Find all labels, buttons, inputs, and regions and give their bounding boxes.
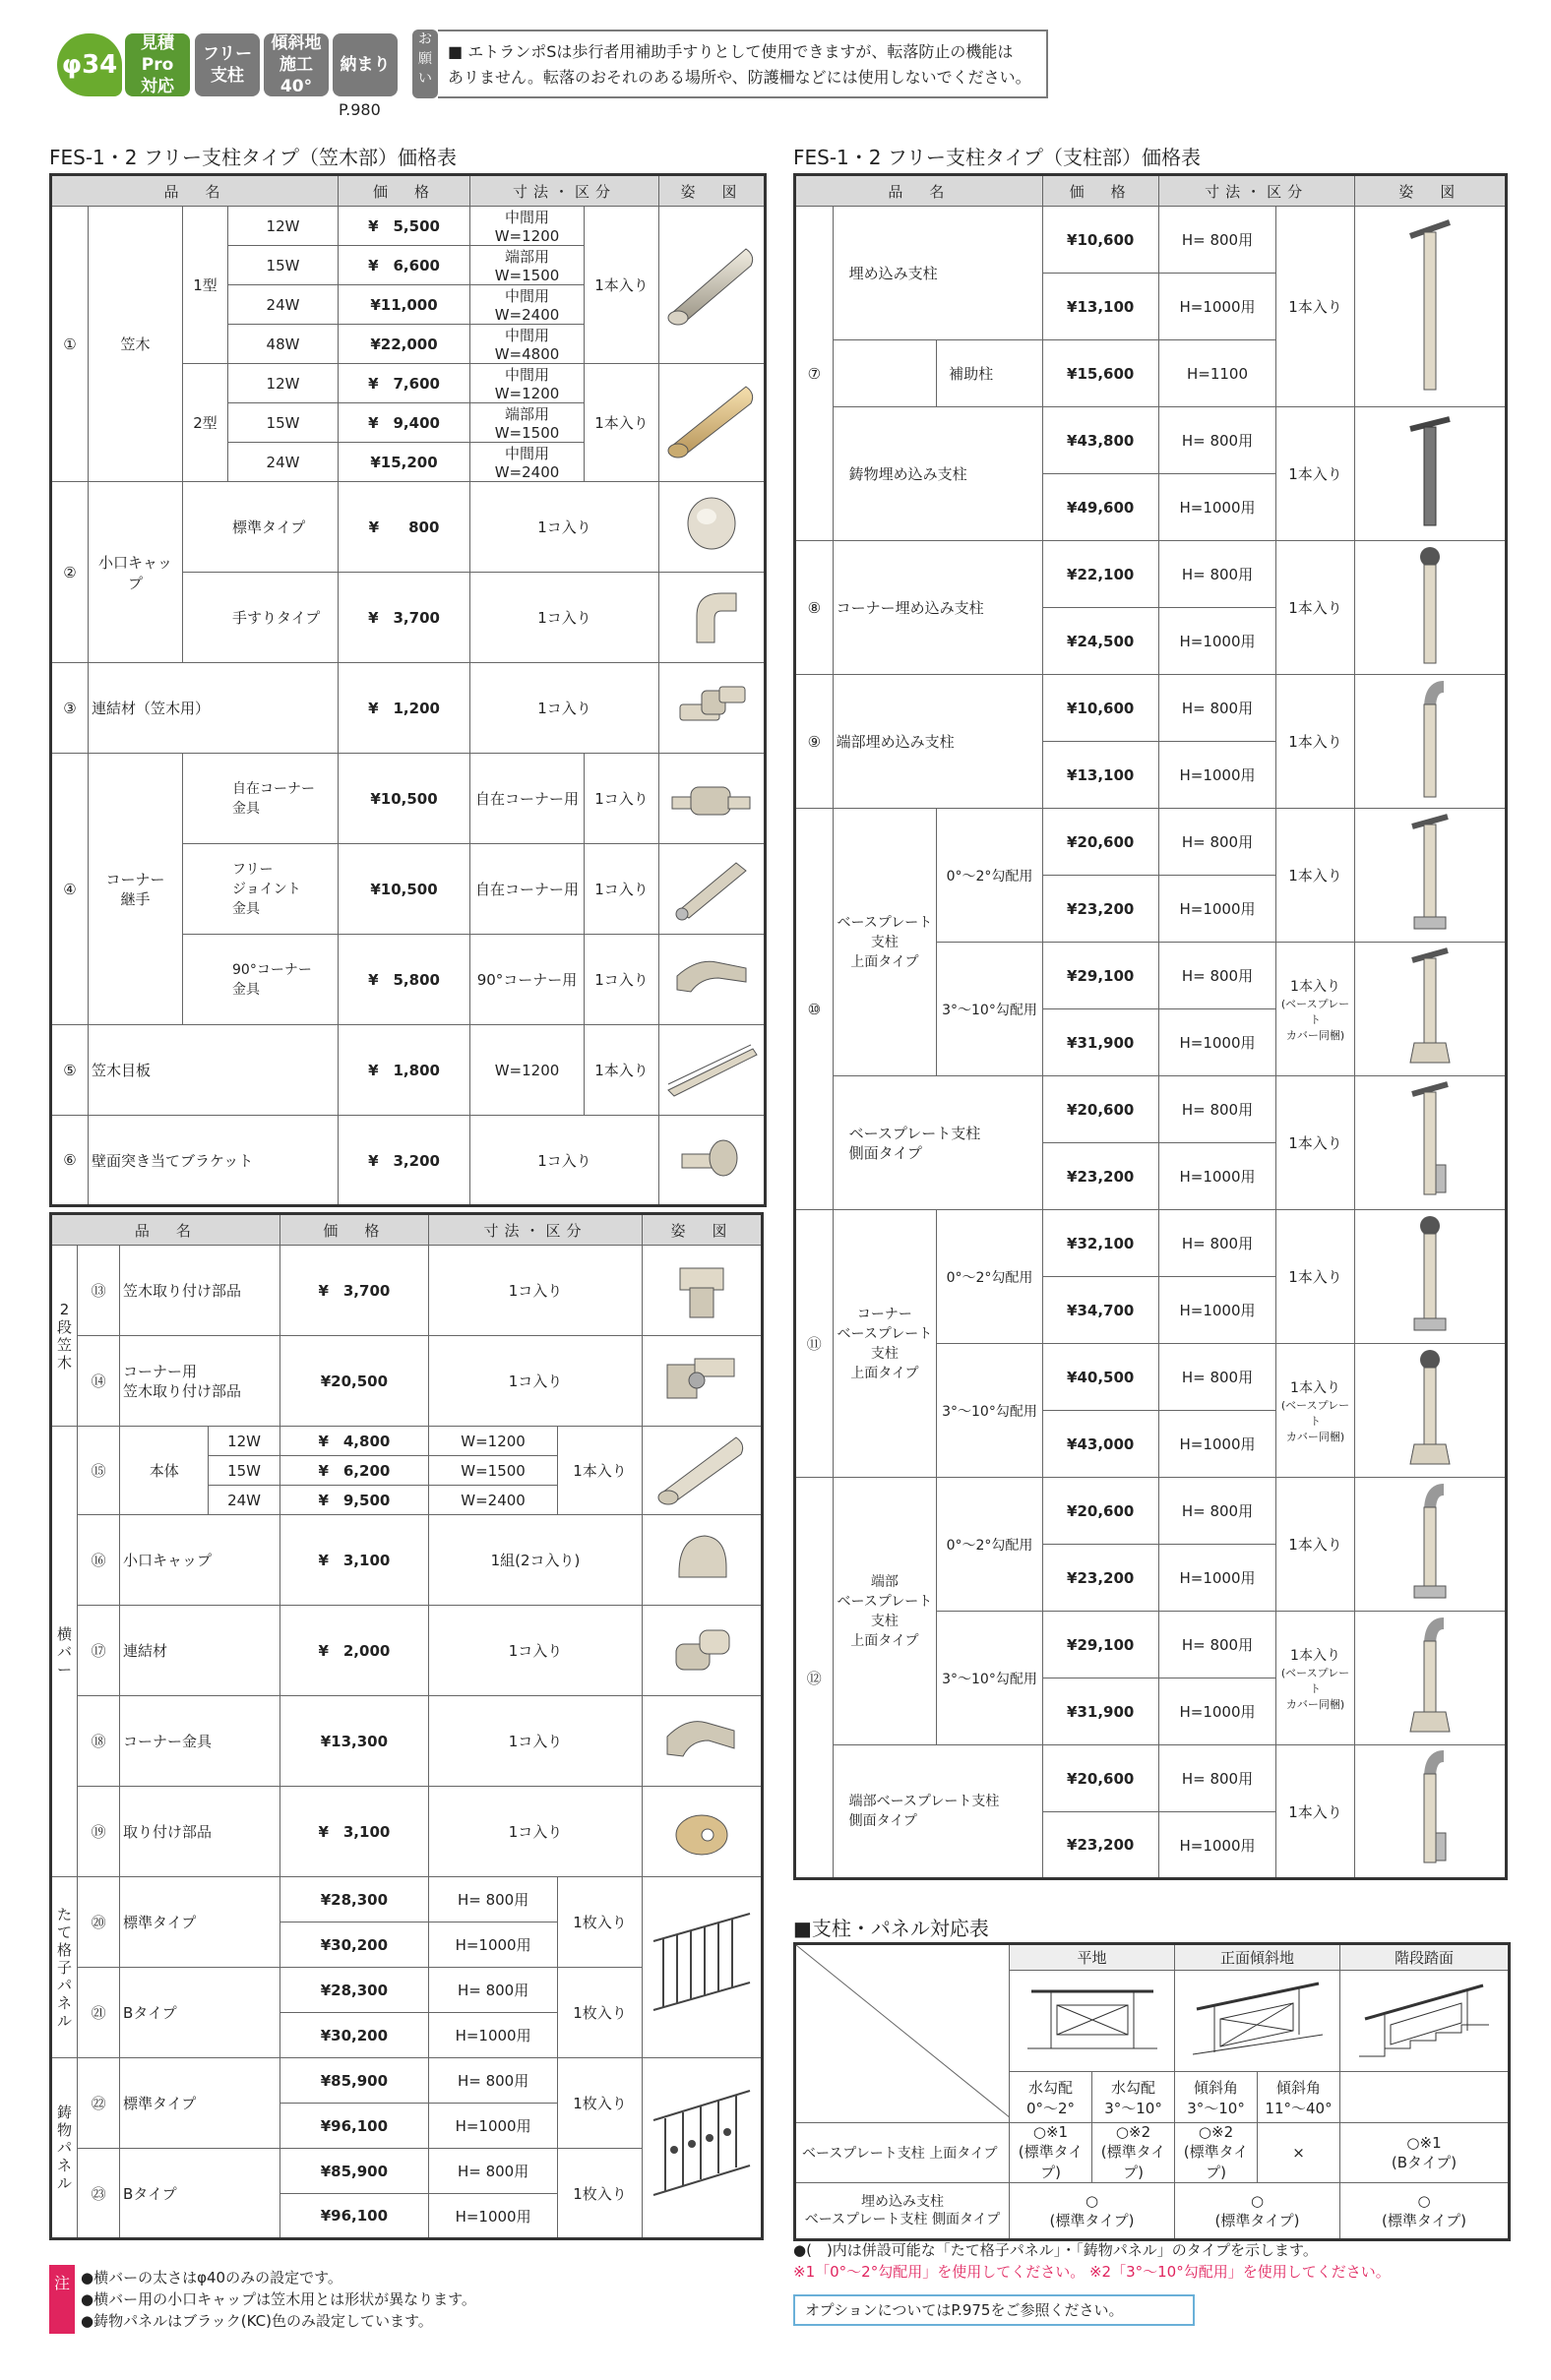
header-figure: 姿 図 (659, 175, 766, 207)
notice-box (438, 30, 1048, 98)
dim-cell: 中間用 W=1200 (470, 207, 585, 246)
bar-connector-icon (642, 1606, 762, 1696)
option-box (793, 2294, 1195, 2326)
handrail-cap-icon (659, 573, 766, 663)
kasagi-type2-figure (659, 364, 766, 482)
compat-cell: ○※1 (標準タイプ) (1010, 2123, 1092, 2183)
left-price-table: 品 名 価 格 寸法・区分 姿 図 ① 笠木 1型 12W ¥ 5,500 中間用 W=1200 1本入り 15W ¥ 6,600 端部用 W=1500 24W ¥11,000 中間用 W=2400 48W ¥22,000 中間用 W=4800 2型 12W ¥ 7,600 中間用 W=1200 1本入り 15W ¥ 9,400 端部用 W=1500 24W ¥15,200 中間用 W=2400 ② 小口キャップ 標準タイプ ¥ 800 1コ入り 手すりタイプ ¥ 3,700 1コ入り ③ 連結材（笠木用） ¥ 1,200 1コ入り ④ コーナー 継手 自在コーナー 金具 ¥10,500 自在コーナー用 1コ入り フリー ジョイント 金具 ¥10,500 自在コーナー用 1コ入り 90°コーナー 金具 ¥ 5,800 90°コーナー用 1コ入り ⑤ 笠木目板 ¥ 1,800 W=1200 1本入り ⑥ 壁面突き当てブラケット ¥ 3,200 1コ入り (49, 173, 767, 1207)
compat-col-flat: 平地 (1010, 1944, 1175, 1971)
compat-title: ■支柱・パネル対応表 (793, 1917, 989, 1940)
compat-diagonal-cell (795, 1944, 1010, 2123)
compat-col-slope: 正面傾斜地 (1175, 1944, 1340, 1971)
end-embedded-post-figure (1354, 675, 1506, 809)
cast-panel-figure (642, 2058, 762, 2239)
compat-cell: ○※2 (標準タイプ) (1092, 2123, 1175, 2183)
item-name: 笠木 (89, 207, 183, 482)
compat-row-label: 埋め込み支柱 ベースプレート支柱 側面タイプ (795, 2183, 1010, 2240)
badge-mitsumori: 見積Pro 対応 (125, 33, 190, 96)
note-line: ●鋳物パネルはブラック(KC)色のみ設定しています。 (81, 2312, 433, 2330)
side-baseplate-post-figure (1354, 1076, 1506, 1210)
bar-body-icon (642, 1427, 762, 1515)
compat-sub: 水勾配 0°～2° (1010, 2072, 1092, 2123)
right-price-table: 品 名 価 格 寸法・区分 姿 図 ⑦ 埋め込み支柱 ¥10,600 H= 800用 1本入り ¥13,100 H=1000用 補助柱 ¥15,600 H=1100 鋳物埋め込み支柱 ¥43,800 H= 800用 1本入り ¥49,600 H=1000用 ⑧ コーナー埋め込み支柱 ¥22,100 H= 800用 1本入り ¥24,500 H=1000用 ⑨ 端部埋め込み支柱 ¥10,600 H= 800用 1本入り ¥13,100 H=1000用 ⑩ ベースプレート 支柱 上面タイプ 0°～2°勾配用 ¥20,600 H= 800用 1本入り ¥23,200 H=1000用 3°～10°勾配用 ¥29,100 H= 800用 1本入り (ベースプレート カバー同梱) ¥31,900 H=1000用 ベースプレート支柱 側面タイプ ¥20,600 H= 800用 1本入り ¥23,200 H=1000用 ⑪ コーナー ベースプレート 支柱 上面タイプ 0°～2°勾配用 ¥32,100 H= 800用 1本入り ¥34,700 H=1000用 3°～10°勾配用 ¥40,500 H= 800用 1本入り (ベースプレート カバー同梱) ¥43,000 H=1000用 ⑫ 端部 ベースプレート 支柱 上面タイプ 0°～2°勾配用 ¥20,600 H= 800用 1本入り ¥23,200 H=1000用 3°～10°勾配用 ¥29,100 H= 800用 1本入り (ベースプレート カバー同梱) ¥31,900 H=1000用 端部ベースプレート支柱 側面タイプ ¥20,600 H= 800用 1本入り ¥23,200 H=1000用 (793, 173, 1508, 1880)
diameter-badge (57, 33, 122, 96)
kasagi-mount-icon (642, 1246, 762, 1336)
cast-post-figure (1354, 407, 1506, 541)
compat-cell: ○※1 (Bタイプ) (1340, 2123, 1510, 2183)
header-name: 品 名 (51, 175, 339, 207)
end-baseplate-cover-figure (1354, 1612, 1506, 1745)
right-notes (793, 2239, 1391, 2283)
note-label: 注 (49, 2265, 75, 2334)
stairs-diagram (1340, 1970, 1510, 2071)
notice-label: お 願 い (412, 30, 438, 98)
row-no: ① (51, 207, 89, 482)
compat-sub: 水勾配 3°～10° (1092, 2072, 1175, 2123)
notice-line-2: あリません。転落のおそれのある場所や、防護柵などには使用しないでください。 (448, 68, 1031, 87)
note-line: ●( )内は併設可能な「たて格子パネル」・「鋳物パネル」のタイプを示します。 (793, 2241, 1318, 2259)
baseplate-cover-post-figure (1354, 943, 1506, 1076)
bar-mount-icon (642, 1787, 762, 1877)
slope-ground-diagram (1175, 1970, 1340, 2071)
page-ref: P.980 (339, 100, 381, 119)
connector-icon (659, 663, 766, 754)
baseplate-post-figure (1354, 809, 1506, 943)
end-side-baseplate-figure (1354, 1745, 1506, 1879)
compat-table (793, 1942, 1511, 2241)
end-baseplate-post-figure (1354, 1478, 1506, 1612)
end-cap-icon (659, 482, 766, 573)
badge-osamari: 納まり (333, 33, 398, 96)
left-table-title: FES-1・2 フリー支柱タイプ（笠木部）価格表 (49, 146, 458, 169)
right-table-title: FES-1・2 フリー支柱タイプ（支柱部）価格表 (793, 146, 1202, 169)
corner-kasagi-mount-icon (642, 1336, 762, 1427)
header-price: 価 格 (339, 175, 470, 207)
diameter-text: φ34 (61, 50, 118, 80)
badge-slope: 傾斜地 施工40° (264, 33, 329, 96)
left-price-table-2: 品 名 価 格 寸法・区分 姿 図 2 段 笠 木 ⑬ 笠木取り付け部品 ¥ 3,700 1コ入り ⑭ コーナー用 笠木取り付け部品 ¥20,500 1コ入り 横 バ ー ⑮ 本体 12W ¥ 4,800 W=1200 1本入り 15W ¥ 6,200 W=1500 24W ¥ 9,500 W=2400 ⑯ 小口キャップ ¥ 3,100 1組(2コ入り) ⑰ 連結材 ¥ 2,000 1コ入り ⑱ コーナー金具 ¥13,300 1コ入り ⑲ 取り付け部品 ¥ 3,100 1コ入り た て 格 子 パ ネ ル ⑳ 標準タイプ ¥28,300 H= 800用 1枚入り ¥30,200 H=1000用 ㉑ Bタイプ ¥28,300 H= 800用 1枚入り ¥30,200 H=1000用 鋳 物 パ ネ ル ㉒ 標準タイプ ¥85,900 H= 800用 1枚入り ¥96,100 H=1000用 ㉓ Bタイプ ¥85,900 H= 800用 1枚入り ¥96,100 H=1000用 (49, 1212, 764, 2240)
group-label: 2 段 笠 木 (51, 1246, 78, 1427)
flat-ground-diagram (1010, 1970, 1175, 2071)
free-joint-icon (659, 844, 766, 935)
corner-embedded-post-figure (1354, 541, 1506, 675)
compat-cell: ○ (標準タイプ) (1340, 2183, 1510, 2240)
compat-cell: ○ (標準タイプ) (1175, 2183, 1340, 2240)
item-subname: 標準タイプ (183, 482, 339, 573)
corner-baseplate-cover-figure (1354, 1344, 1506, 1478)
compat-col-stairs: 階段踏面 (1340, 1944, 1510, 1971)
compat-cell: ○※2 (標準タイプ) (1175, 2123, 1258, 2183)
wall-bracket-icon (659, 1116, 766, 1206)
corner-baseplate-post-figure (1354, 1210, 1506, 1344)
vertical-panel-figure (642, 1877, 762, 2058)
corner-90-icon (659, 935, 766, 1025)
width-cell: 12W (228, 207, 339, 246)
notice-line-1: ■ エトランポSは歩行者用補助手すりとして使用できますが、転落防止の機能は (448, 42, 1014, 61)
qty-cell: 1本入り (585, 207, 659, 364)
compat-cell: × (1258, 2123, 1340, 2183)
badge-free-post: フリー 支柱 (195, 33, 260, 96)
note-line: ※1「0°～2°勾配用」を使用してください。 ※2「3°～10°勾配用」を使用してください。 (793, 2263, 1391, 2281)
price-cell: ¥ 5,500 (339, 207, 470, 246)
type-label: 1型 (183, 207, 228, 364)
left-notes (81, 2267, 476, 2332)
free-corner-icon (659, 754, 766, 844)
cover-strip-icon (659, 1025, 766, 1116)
compat-sub: 傾斜角 11°～40° (1258, 2072, 1340, 2123)
embedded-post-figure (1354, 207, 1506, 407)
compat-cell: ○ (標準タイプ) (1010, 2183, 1175, 2240)
bar-end-cap-icon (642, 1515, 762, 1606)
note-line: ●横バー用の小口キャップは笠木用とは形状が異なります。 (81, 2290, 476, 2308)
header-dim: 寸法・区分 (470, 175, 659, 207)
option-text: オプションについてはP.975をご参照ください。 (805, 2301, 1124, 2319)
note-line: ●横バーの太さはφ40のみの設定です。 (81, 2269, 342, 2287)
kasagi-type1-figure (659, 207, 766, 364)
compat-sub: 傾斜角 3°～10° (1175, 2072, 1258, 2123)
compat-row-label: ベースプレート支柱 上面タイプ (795, 2123, 1010, 2183)
bar-corner-icon (642, 1696, 762, 1787)
type-label: 2型 (183, 364, 228, 482)
